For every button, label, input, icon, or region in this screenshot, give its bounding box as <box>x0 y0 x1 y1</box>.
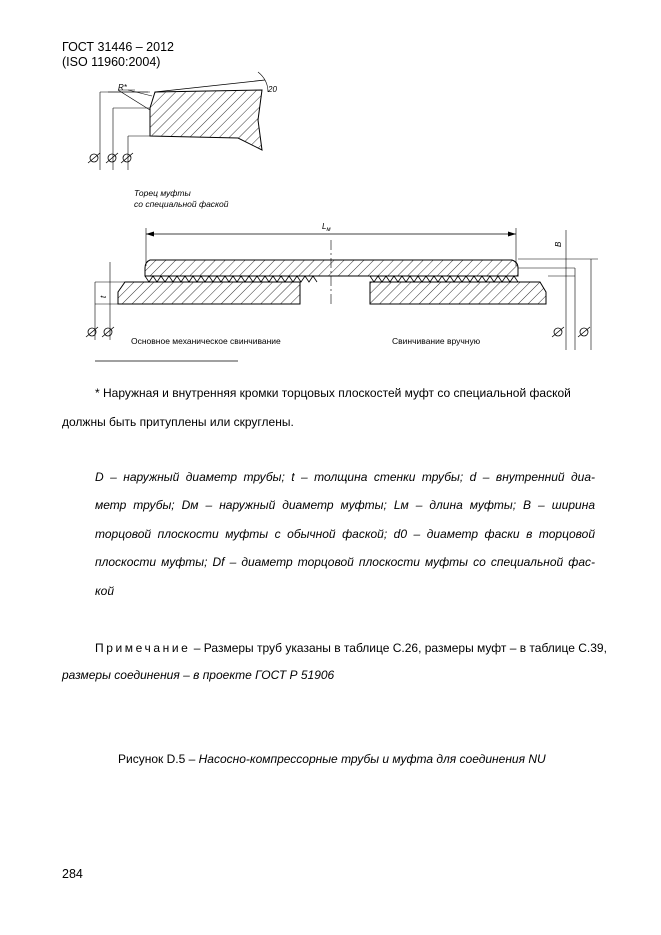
note-line-1 <box>95 641 607 656</box>
legend-line-3: торцовой плоскости муфты с обычной фаской; d0 – диаметр фаски в торцовой <box>95 527 595 541</box>
legend-line-5: кой <box>95 584 115 598</box>
radius-label: R* <box>118 83 127 92</box>
left-assembly-label: Основное механическое свинчивание <box>131 336 281 346</box>
caption-title: Насосно-компрессорные трубы и муфта для соединения NU <box>198 752 546 766</box>
legend-line-4: плоскости муфты; Df – диаметр торцовой плоскости муфты со специальной фас- <box>95 555 595 569</box>
iso-reference: (ISO 11960:2004) <box>62 55 161 69</box>
technical-drawing <box>0 0 661 370</box>
footnote-line-1: * Наружная и внутренняя кромки торцовых плоскостей муфт со специальной фаской <box>95 386 571 400</box>
b-label: B <box>554 241 563 247</box>
note-text-1: – Размеры труб указаны в таблице С.26, размеры муфт – в таблице С.39, <box>190 641 607 655</box>
detail-caption-2: со специальной фаской <box>134 199 229 209</box>
right-assembly-label: Свинчивание вручную <box>392 336 481 346</box>
detail-caption-1: Торец муфты <box>134 188 191 198</box>
note-label: Примечание <box>95 641 191 655</box>
note-line-2: размеры соединения – в проекте ГОСТ Р 51906 <box>62 668 335 682</box>
coupling-face-detail <box>88 72 268 170</box>
legend-line-1: D – наружный диаметр трубы; t – толщина стенки трубы; d – внутренний диа- <box>95 470 595 484</box>
coupling-assembly <box>86 228 598 350</box>
page-number: 284 <box>62 867 83 881</box>
angle-label: 20 <box>268 85 277 94</box>
legend-line-2: метр трубы; Dм – наружный диаметр муфты; Lм – длина муфты; B – ширина <box>95 498 595 512</box>
footnote-line-2: должны быть притуплены или скруглены. <box>62 415 294 429</box>
t-label: t <box>99 295 108 298</box>
caption-prefix: Рисунок D.5 – <box>118 752 199 766</box>
standard-number: ГОСТ 31446 – 2012 <box>62 40 174 54</box>
lm-label: $L_м$ <box>322 222 331 233</box>
figure-caption <box>118 752 546 767</box>
